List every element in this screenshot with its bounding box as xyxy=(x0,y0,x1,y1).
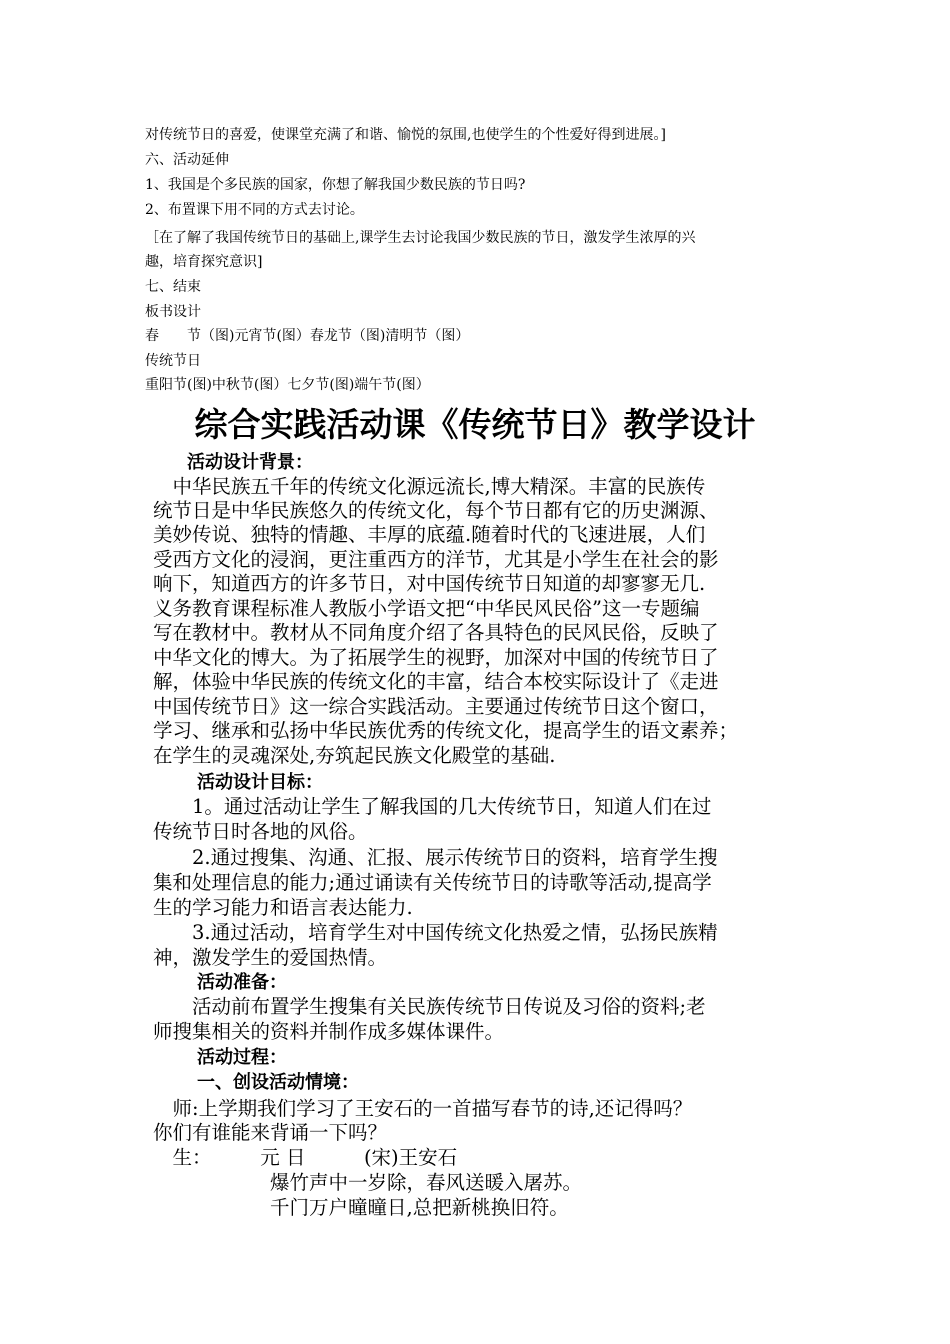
text-line: 学习、继承和弘扬中华民族优秀的传统文化，提高学生的语文素养； xyxy=(153,719,739,742)
text-line: 美妙传说、独特的情趣、丰厚的底蕴.随着时代的飞速进展，人们 xyxy=(153,523,706,546)
text-line: 你们有谁能来背诵一下吗？ xyxy=(153,1121,388,1144)
text-line: 3.通过活动，培育学生对中国传统文化热爱之情，弘扬民族精 xyxy=(153,921,718,944)
text-line: 写在教材中。教材从不同角度介绍了各具特色的民风民俗，反映了 xyxy=(153,621,719,644)
text-line: 2、布置课下用不同的方式去讨论。 xyxy=(145,202,364,218)
text-line: 响下，知道西方的许多节日，对中国传统节日知道的却寥寥无几. xyxy=(153,572,706,595)
heading-background: 活动设计背景： xyxy=(187,452,313,473)
text-line: 统节日是中华民族悠久的传统文化，每个节日都有它的历史渊源、 xyxy=(153,499,719,522)
board-design-label: 板书设计 xyxy=(145,304,201,320)
text-line: 师搜集相关的资料并制作成多媒体课件。 xyxy=(153,1020,505,1043)
text-line: 生的学习能力和语言表达能力. xyxy=(153,896,413,919)
poem-line: 千门万户曈曈日,总把新桃换旧符。 xyxy=(153,1196,569,1219)
text-line: 在学生的灵魂深处,夯筑起民族文化殿堂的基础. xyxy=(153,744,556,767)
text-line: 中华文化的博大。为了拓展学生的视野，加深对中国的传统节日了 xyxy=(153,646,719,669)
text-line: 传统节日时各地的风俗。 xyxy=(153,820,368,843)
board-design-center: 传统节日 xyxy=(145,353,201,369)
text-line: 师:上学期我们学习了王安石的一首描写春节的诗,还记得吗？ xyxy=(153,1097,693,1120)
board-design-row: 重阳节(图)中秋节(图）七夕节(图)端午节(图） xyxy=(145,377,430,393)
text-line: 1、我国是个多民族的国家，你想了解我国少数民族的节日吗? xyxy=(145,177,526,193)
text-line: 受西方文化的浸润，更注重西方的洋节，尤其是小学生在社会的影 xyxy=(153,548,719,571)
section-heading-extension: 六、活动延伸 xyxy=(145,152,229,168)
text-line: 解，体验中华民族的传统文化的丰富，结合本校实际设计了《走进 xyxy=(153,670,719,693)
poem-title-line: 生： 元 日 (宋)王安石 xyxy=(153,1146,458,1169)
text-line: ［在了解了我国传统节日的基础上,课学生去讨论我国少数民族的节日，激发学生浓厚的兴 xyxy=(145,230,696,246)
text-line: 义务教育课程标准人教版小学语文把“中华民风民俗”这一专题编 xyxy=(153,597,700,620)
heading-goals: 活动设计目标： xyxy=(197,772,323,793)
heading-process: 活动过程： xyxy=(197,1047,287,1068)
text-line: 对传统节日的喜爱，使课堂充满了和谐、愉悦的氛围,也使学生的个性爱好得到进展。] xyxy=(145,127,666,143)
section-heading-end: 七、结束 xyxy=(145,279,201,295)
heading-preparation: 活动准备： xyxy=(197,972,287,993)
subheading-scenario: 一、创设活动情境： xyxy=(197,1072,359,1093)
text-line: 神，激发学生的爱国热情。 xyxy=(153,946,388,969)
text-line: 1。通过活动让学生了解我国的几大传统节日，知道人们在过 xyxy=(153,795,712,818)
text-line: 2.通过搜集、沟通、汇报、展示传统节日的资料，培育学生搜 xyxy=(153,846,718,869)
text-line: 集和处理信息的能力;通过诵读有关传统节日的诗歌等活动,提高学 xyxy=(153,871,712,894)
text-line: 活动前布置学生搜集有关民族传统节日传说及习俗的资料;老 xyxy=(153,995,706,1018)
board-design-row: 春 节（图)元宵节(图）春龙节（图)清明节（图） xyxy=(145,328,470,344)
text-line: 趣，培育探究意识] xyxy=(145,254,263,270)
text-line: 中华民族五千年的传统文化源远流长,博大精深。丰富的民族传 xyxy=(153,475,706,498)
poem-line: 爆竹声中一岁除，春风送暖入屠苏。 xyxy=(153,1171,583,1194)
document-title: 综合实践活动课《传统节日》教学设计 xyxy=(194,405,756,444)
text-line: 中国传统节日》这一综合实践活动。主要通过传统节日这个窗口， xyxy=(153,695,719,718)
